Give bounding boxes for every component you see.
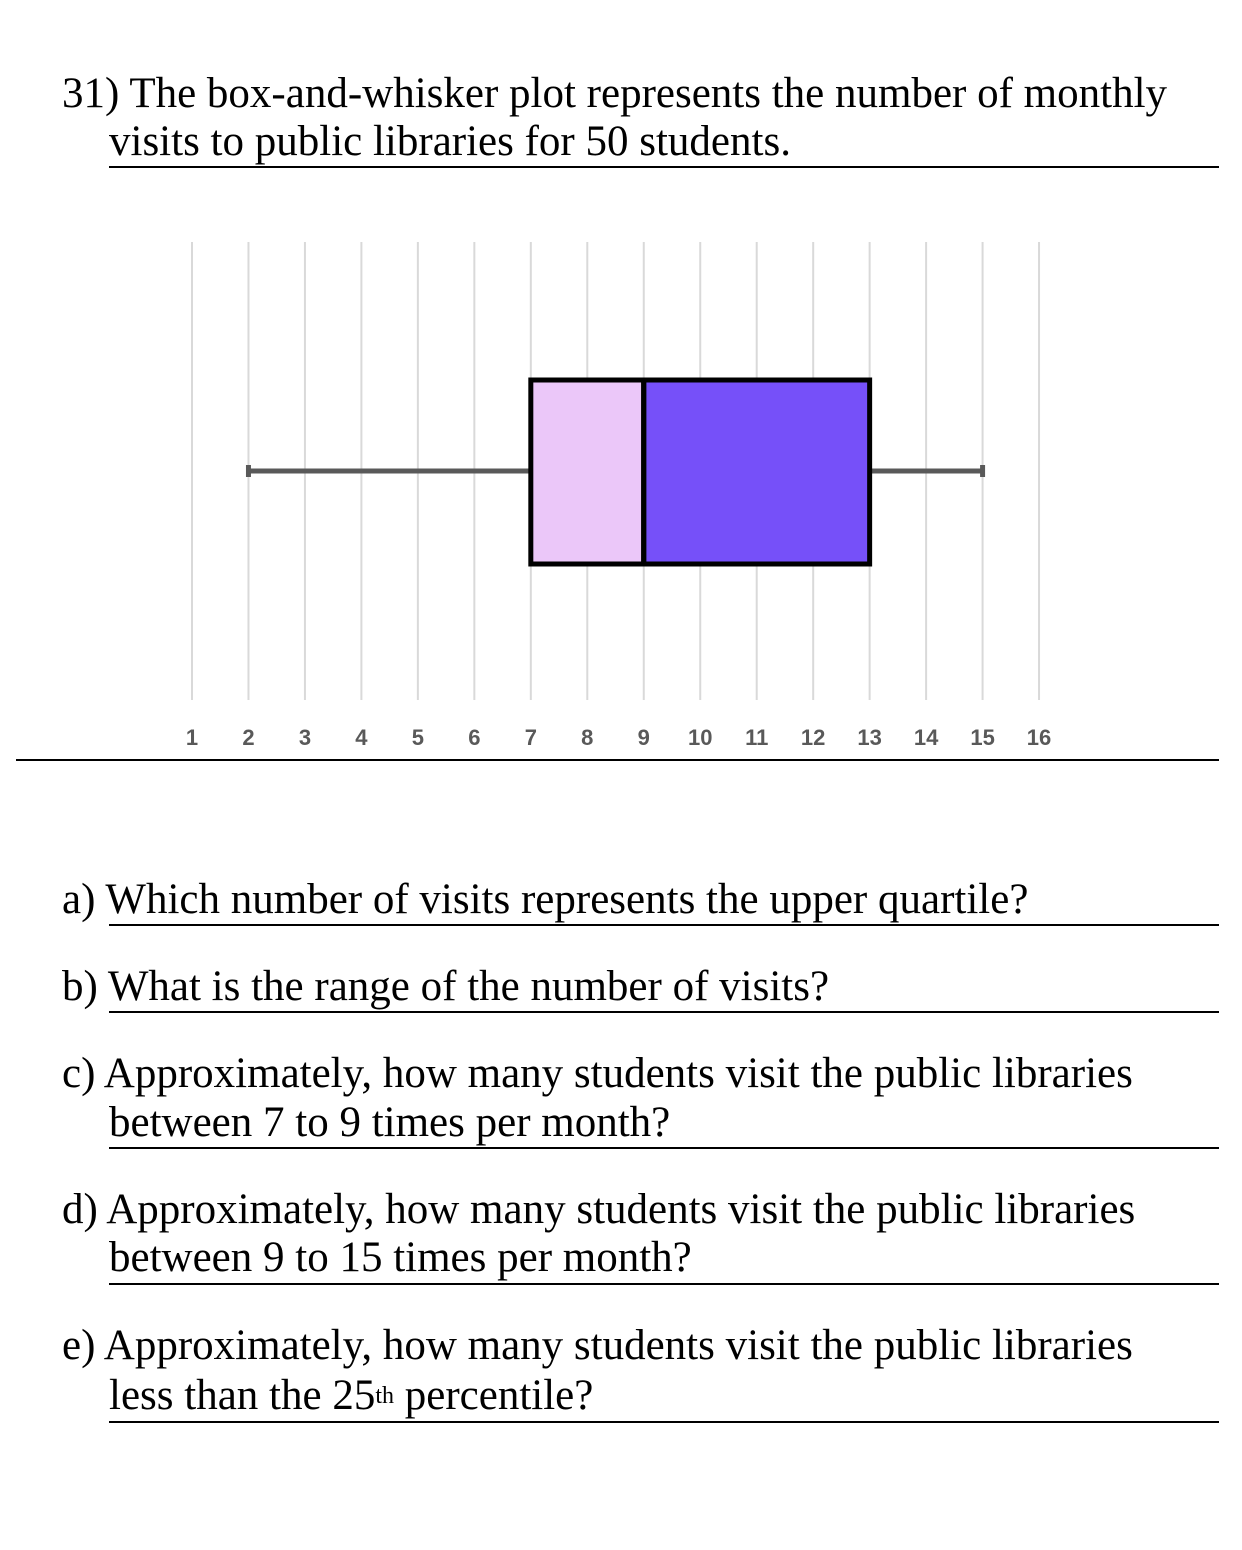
tick-label-10: 10 xyxy=(687,725,713,750)
part-d-letter: d) xyxy=(62,1186,98,1233)
question-number: 31) xyxy=(62,70,120,117)
part-a-text: Which number of visits represents the upper quartile? xyxy=(105,876,1029,923)
part-c-text-1: Approximately, how many students visit the public libraries xyxy=(103,1050,1133,1097)
chart-separator-line xyxy=(16,759,1219,761)
tick-label-14: 14 xyxy=(913,725,939,750)
part-e-text-2-post: percentile? xyxy=(394,1372,594,1419)
part-d-answer-line[interactable] xyxy=(109,1283,1219,1285)
part-e xyxy=(62,1322,1133,1370)
part-b-text: What is the range of the number of visits? xyxy=(107,963,830,1010)
tick-label-16: 16 xyxy=(1026,725,1052,750)
tick-label-3: 3 xyxy=(298,725,312,750)
part-a-letter: a) xyxy=(62,876,96,923)
tick-label-1: 1 xyxy=(185,725,199,750)
part-b-letter: b) xyxy=(62,963,98,1010)
part-d-text-2: between 9 to 15 times per month? xyxy=(109,1234,692,1281)
tick-label-8: 8 xyxy=(581,725,594,750)
part-e-superscript: th xyxy=(375,1383,394,1409)
question-text-1: The box-and-whisker plot represents the number of monthly xyxy=(129,70,1168,117)
part-e-text-2-pre: less than the 25 xyxy=(109,1372,376,1419)
tick-label-6: 6 xyxy=(468,725,481,750)
part-d-text-1: Approximately, how many students visit the public libraries xyxy=(106,1186,1136,1233)
part-c-text-2: between 7 to 9 times per month? xyxy=(109,1099,671,1146)
tick-label-7: 7 xyxy=(524,725,537,750)
lower-box-q1-to-median xyxy=(531,380,644,564)
tick-label-11: 11 xyxy=(745,725,769,750)
tick-label-4: 4 xyxy=(355,725,368,750)
part-a xyxy=(62,876,1028,924)
part-e-text-2 xyxy=(109,1372,593,1420)
part-e-letter: e) xyxy=(62,1322,96,1369)
tick-label-9: 9 xyxy=(637,725,650,750)
x-axis-ticks xyxy=(186,725,1051,750)
part-a-answer-line[interactable] xyxy=(109,924,1219,926)
part-b xyxy=(62,963,829,1011)
question-text-2: visits to public libraries for 50 students. xyxy=(109,118,791,165)
part-c-answer-line[interactable] xyxy=(109,1147,1219,1149)
part-d xyxy=(62,1186,1135,1234)
upper-box-median-to-q3 xyxy=(644,380,870,564)
part-e-answer-line[interactable] xyxy=(109,1421,1219,1423)
tick-label-2: 2 xyxy=(242,725,255,750)
part-c-letter: c) xyxy=(62,1050,96,1097)
part-e-text-1: Approximately, how many students visit the public libraries xyxy=(103,1322,1133,1369)
part-c xyxy=(62,1050,1133,1098)
part-b-answer-line[interactable] xyxy=(109,1011,1219,1013)
tick-label-13: 13 xyxy=(857,725,882,750)
box-plot-chart xyxy=(0,230,1242,770)
tick-label-12: 12 xyxy=(800,725,826,750)
question-line-1 xyxy=(62,70,1167,118)
question-underline xyxy=(109,166,1219,168)
tick-label-5: 5 xyxy=(411,725,425,750)
tick-label-15: 15 xyxy=(970,725,995,750)
